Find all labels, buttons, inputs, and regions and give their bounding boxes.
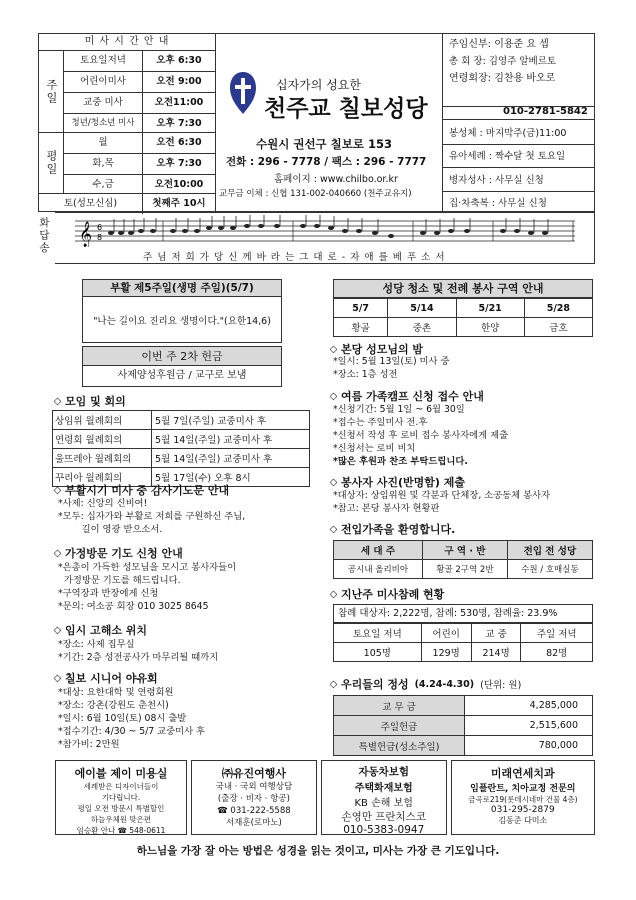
- diamond-icon: ◇: [329, 343, 338, 355]
- weekday-label: 평일: [39, 133, 64, 193]
- camp-lines: [333, 403, 508, 468]
- funeral-phone: 010-2781-5842: [503, 106, 588, 117]
- sat-mass-time: 첫째주 10시: [152, 198, 206, 209]
- attendance-header: 주일 저녁: [521, 624, 593, 643]
- welcome-table: [333, 540, 593, 579]
- text-line: *신청기간: 5월 1일 ~ 6월 30일: [333, 404, 465, 415]
- table-row: [53, 411, 310, 430]
- offering-table: [333, 695, 593, 756]
- attendance-title: ◇ 지난주 미사참례 현황: [329, 588, 445, 601]
- text-line: *장소: 1층 성전: [333, 369, 398, 380]
- table-row: [53, 430, 310, 449]
- verse: "나는 길이요 진리요 생명이다."(요한14,6): [93, 316, 271, 327]
- home-visit-lines: [58, 561, 236, 613]
- confession-lines: [58, 638, 218, 664]
- mass-row: [64, 51, 215, 72]
- mass-name: 토요일저녁: [64, 51, 143, 71]
- senior-title: ◇ 칠보 시니어 야유회: [53, 672, 158, 685]
- attendance-header: 토요일 저녁: [334, 624, 422, 643]
- text-line: *일시: 6월 10일(토) 08시 출발: [58, 713, 187, 724]
- mass-name: 수,금: [64, 175, 143, 195]
- mass-row: [64, 154, 215, 175]
- meeting-time: 5월 17일(수) 오후 8시: [152, 468, 310, 487]
- meeting-time: 5월 7일(주일) 교중미사 후: [152, 411, 310, 430]
- ad-beauty-salon: 에이블 제이 미용실 세례받은 디자이너들이 기다립니다. 평일 오전 방문시 특별할인 하늘우체원 맞은편 임승환 안나 ☎ 548-0611: [55, 760, 187, 835]
- offering-amount: 780,000: [465, 736, 593, 756]
- mass-schedule-title: 미 사 시 간 안 내: [39, 34, 215, 51]
- ads-bar: [55, 760, 595, 835]
- senior-lines: [58, 686, 205, 751]
- welcome-cell: 황골 2구역 2반: [423, 560, 508, 579]
- mass-name: 화,목: [64, 154, 143, 174]
- mass-name: 어린이미사: [64, 72, 143, 92]
- offering-name: 주일헌금: [334, 716, 465, 736]
- cleaning-date: 5/28: [524, 299, 592, 318]
- anointing: 병자성사 : 사무실 신청: [443, 167, 594, 192]
- attendance-summary: 참례 대상자: 2,222명, 참례: 530명, 참례율: 23.9%: [338, 608, 558, 619]
- photo-title: ◇ 봉사자 사진(반명함) 제출: [329, 476, 465, 489]
- cleaning-date: 5/21: [456, 299, 524, 318]
- attendance-value: 82명: [521, 643, 593, 662]
- home-visit-title: ◇ 가정방문 기도 신청 안내: [53, 547, 183, 560]
- ad-travel-agency: ㈜유진여행사 국내 · 국외 여행상담 (출장 · 비자 · 항공) ☎ 031-222-5588 서재훈(로마노): [191, 760, 317, 835]
- text-line: *많은 후원과 찬조 부탁드립니다.: [333, 456, 468, 467]
- collection-content: 사제양성후원금 / 교구로 보냄: [82, 366, 282, 387]
- welcome-cell: 수원 / 호매실동: [507, 560, 592, 579]
- text-line: *대상: 요한대학 및 연령회원: [58, 687, 174, 698]
- mother-night-lines: [333, 355, 449, 381]
- meetings-table: [52, 410, 310, 487]
- house-blessing: 집·차축복 : 사무실 신청: [449, 197, 547, 209]
- communion-visit: 봉성체 : 마지막주(금)11:00: [443, 119, 594, 145]
- mass-name: 청년/청소년 미사: [64, 114, 143, 134]
- table-row: [334, 736, 593, 756]
- text-line: *사제: 신앙의 신비여!: [58, 498, 148, 509]
- offering-amount: 2,515,600: [465, 716, 593, 736]
- mass-row: [64, 93, 215, 114]
- church-account: 교무금 이체 : 신협 131-002-040660 (천주교유지): [219, 189, 412, 199]
- table-row: [334, 716, 593, 736]
- text-line: 길이 영광 받으소서.: [58, 524, 163, 535]
- meeting-name: 연령회 월례회의: [53, 430, 152, 449]
- cleaning-date: 5/14: [388, 299, 456, 318]
- prayer-title: ◇ 부활시기 미사 중 감사기도문 안내: [53, 484, 230, 497]
- president: 총 회 장: 김영주 알베르토: [449, 56, 557, 67]
- cleaning-area: 황골: [334, 318, 388, 337]
- ad-insurance: 자동차보험 주택화재보험 KB 손해 보험 손영만 프란치스코 010-5383-0947: [321, 760, 447, 835]
- hymn-staff: [75, 215, 595, 247]
- text-line: *참고: 본당 봉사자 현황판: [333, 503, 440, 514]
- mother-night-title: ◇ 본당 성모님의 밤: [329, 343, 424, 356]
- photo-lines: [333, 489, 550, 515]
- mass-row: [64, 72, 215, 93]
- svg-text:𝄞: 𝄞: [79, 222, 93, 247]
- text-line: *접수기간: 4/30 ~ 5/7 교중미사 후: [58, 726, 206, 737]
- welcome-header: 세 대 주: [334, 541, 423, 560]
- footer-message: 하느님을 가장 잘 아는 방법은 성경을 읽는 것이고, 미사는 가장 큰 기도입니다.: [136, 845, 500, 857]
- offering-name: 교 무 금: [334, 696, 465, 716]
- offering-unit: (단위: 원): [480, 680, 522, 691]
- cleaning-date: 5/7: [334, 299, 388, 318]
- church-phone: 전화 : 296 - 7778 / 팩스 : 296 - 7777: [226, 156, 427, 168]
- mass-time: 오전 9:00: [156, 76, 202, 87]
- diamond-icon: ◇: [53, 547, 62, 559]
- attendance-header: 교 중: [471, 624, 521, 643]
- camp-title: ◇ 여름 가족캠프 신청 접수 안내: [329, 390, 484, 403]
- ad-dental-clinic: 미래연세치과 임플란트, 치아교정 전문의 금곡로219(롯데시네마 건물 4층) 031-295-2879 김동준 다미소: [451, 760, 595, 835]
- text-line: *기간: 2층 성전공사가 마무리될 때까지: [58, 652, 219, 663]
- diamond-icon: ◇: [53, 484, 62, 496]
- pastor: 주임신부: 이용준 요 셉: [449, 39, 549, 50]
- attendance-value: 214명: [471, 643, 521, 662]
- offering-title: ◇ 우리들의 정성 (4.24-4.30) (단위: 원): [329, 678, 522, 691]
- confession-title: ◇ 임시 고해소 위치: [53, 624, 148, 637]
- text-line: *대상자: 상임위원 및 각분과 단체장, 소공동체 봉사자: [333, 490, 551, 501]
- diamond-icon: ◇: [329, 476, 338, 488]
- offering-name: 특별헌금(성소주일): [334, 736, 465, 756]
- sunday-title: 부활 제5주일(생명 주일)(5/7): [82, 279, 282, 297]
- text-line: *은총이 가득한 성모님을 모시고 봉사자들이: [58, 562, 237, 573]
- svg-text:8: 8: [97, 233, 103, 242]
- attendance-value: 105명: [334, 643, 422, 662]
- staff-info: [442, 33, 595, 212]
- diamond-icon: ◇: [329, 588, 338, 600]
- collection-title: 이번 주 2차 헌금: [82, 346, 282, 366]
- sat-mass-name: 토(성모신심): [39, 194, 143, 214]
- verse-box: [82, 297, 282, 343]
- diamond-icon: ◇: [53, 395, 62, 407]
- church-logo: [228, 70, 258, 116]
- mass-time: 오전 6:30: [156, 137, 202, 148]
- mass-time: 오후 7:30: [156, 118, 202, 129]
- text-line: *모두: 십자가와 부활로 저희를 구원하신 주님,: [58, 511, 246, 522]
- welcome-cell: 공시내 올리비아: [334, 560, 423, 579]
- hymn-section: [38, 212, 595, 264]
- church-homepage: 홈페이지 : www.chilbo.or.kr: [274, 174, 398, 185]
- table-row: [53, 449, 310, 468]
- church-subtitle: 십자가의 성요한: [276, 78, 361, 92]
- welcome-header: 전입 전 성당: [507, 541, 592, 560]
- mass-time: 오후 7:30: [156, 158, 202, 169]
- text-line: *접수는 주일미사 전.후: [333, 417, 428, 428]
- hymn-label: 화답송: [38, 217, 50, 255]
- mass-time: 오전10:00: [154, 179, 204, 190]
- mass-row: [64, 114, 215, 134]
- church-name: 천주교 칠보성당: [264, 96, 428, 122]
- text-line: *신청서 작성 후 로비 접수 봉사자에게 제출: [333, 430, 509, 441]
- prayer-lines: [58, 497, 245, 536]
- welcome-header: 구 역 · 반: [423, 541, 508, 560]
- cleaning-area: 금호: [524, 318, 592, 337]
- funeral-head: 연령회장: 김찬용 바오로: [449, 73, 556, 84]
- cleaning-title: 성당 청소 및 전례 봉사 구역 안내: [333, 279, 593, 298]
- mass-row: [64, 133, 215, 154]
- text-line: *일시: 5월 13일(토) 미사 중: [333, 356, 450, 367]
- welcome-title: ◇ 전입가족을 환영합니다.: [329, 523, 456, 536]
- cleaning-table: [333, 298, 593, 337]
- meeting-name: 울뜨레아 월례회의: [53, 449, 152, 468]
- mass-time: 오후 6:30: [156, 55, 202, 66]
- meeting-time: 5월 14일(주일) 교중미사 후: [152, 449, 310, 468]
- infant-baptism: 유아세례 : 짝수달 첫 토요일: [443, 143, 594, 168]
- mass-name: 교중 미사: [64, 93, 143, 113]
- diamond-icon: ◇: [329, 390, 338, 402]
- diamond-icon: ◇: [53, 624, 62, 636]
- text-line: *장소: 강촌(강원도 춘천시): [58, 700, 169, 711]
- mass-name: 월: [64, 133, 143, 153]
- diamond-icon: ◇: [329, 678, 338, 690]
- text-line: *문의: 여소공 회장 010 3025 8645: [58, 601, 209, 612]
- text-line: *신청서는 로비 비치: [333, 443, 416, 454]
- attendance-header: 어린이: [421, 624, 471, 643]
- meetings-title: ◇ 모임 및 회의: [53, 395, 126, 408]
- church-header: [216, 33, 442, 212]
- text-line: *장소: 사제 집무실: [58, 639, 135, 650]
- mass-row: [64, 175, 215, 195]
- attendance-summary-box: [333, 604, 593, 623]
- attendance-value: 129명: [421, 643, 471, 662]
- hymn-lyrics: 주 님 저 희 가 당 신 께 바 라 는 그 대 로 - 자 애 를 베 푸 소 서: [143, 252, 446, 263]
- cleaning-area: 중촌: [388, 318, 456, 337]
- text-line: *참가비: 2만원: [58, 739, 120, 750]
- cleaning-area: 한양: [456, 318, 524, 337]
- offering-period: (4.24-4.30): [414, 678, 475, 690]
- mass-schedule: [38, 33, 216, 212]
- sunday-label: 주일: [39, 51, 64, 132]
- meeting-name: 꾸리아 월례회의: [53, 468, 152, 487]
- attendance-table: [333, 623, 593, 662]
- svg-text:6: 6: [97, 223, 103, 232]
- church-address: 수원시 권선구 칠보로 153: [256, 137, 392, 151]
- diamond-icon: ◇: [53, 672, 62, 684]
- text-line: 가정방문 기도를 해드립니다.: [58, 575, 181, 586]
- table-row: [334, 696, 593, 716]
- diamond-icon: ◇: [329, 523, 338, 535]
- meeting-time: 5월 14일(주일) 교중미사 후: [152, 430, 310, 449]
- meeting-name: 상임위 월례회의: [53, 411, 152, 430]
- text-line: *구역장과 반장에게 신청: [58, 588, 159, 599]
- mass-time: 오전11:00: [154, 97, 204, 108]
- offering-amount: 4,285,000: [465, 696, 593, 716]
